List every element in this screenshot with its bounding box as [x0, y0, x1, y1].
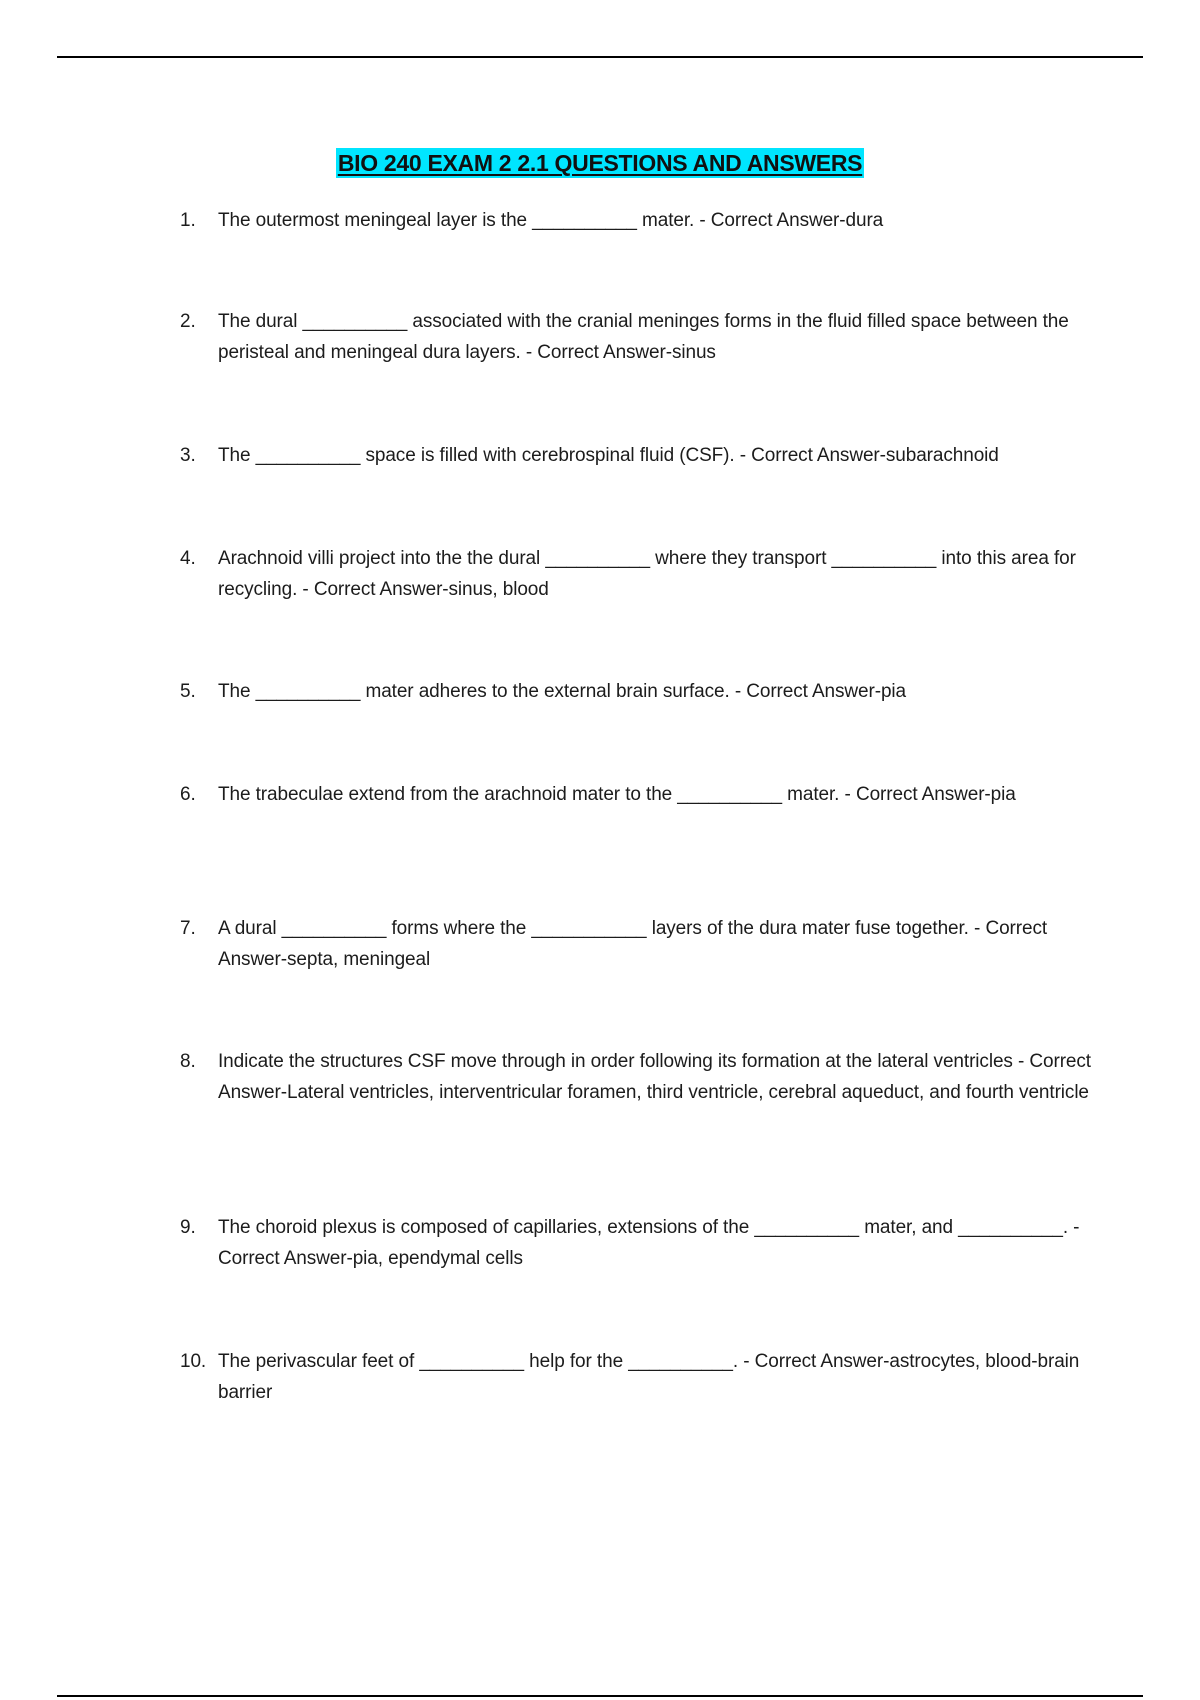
question-number: 5. [180, 681, 196, 702]
question-text: Indicate the structures CSF move through in order following its formation at the lateral ventricles - Correct Answer-Lateral ventricles, interventricular foramen, third ventricle, cerebral aqueduct, and fourth ventricle [218, 1051, 1091, 1103]
question-text: The __________ space is filled with cerebrospinal fluid (CSF). - Correct Answer-subarachnoid [218, 445, 999, 466]
question-item-4 [180, 543, 1100, 605]
question-number: 10. [180, 1351, 207, 1372]
question-text: The perivascular feet of __________ help for the __________. - Correct Answer-astrocytes, blood-brain barrier [218, 1351, 1080, 1403]
question-number: 9. [180, 1217, 196, 1238]
document-title: BIO 240 EXAM 2 2.1 QUESTIONS AND ANSWERS [337, 150, 863, 176]
question-number: 6. [180, 784, 196, 805]
top-horizontal-rule [57, 56, 1143, 58]
question-item-8 [180, 1046, 1100, 1108]
question-item-1 [180, 205, 1100, 236]
question-text: The __________ mater adheres to the external brain surface. - Correct Answer-pia [218, 681, 906, 702]
question-item-10 [180, 1346, 1100, 1408]
question-item-2 [180, 306, 1100, 368]
question-text: The outermost meningeal layer is the __________ mater. - Correct Answer-dura [218, 210, 884, 231]
question-item-7 [180, 913, 1100, 975]
bottom-horizontal-rule [57, 1695, 1143, 1697]
question-number: 4. [180, 548, 196, 569]
question-item-6 [180, 779, 1100, 810]
question-text: The trabeculae extend from the arachnoid mater to the __________ mater. - Correct Answer-pia [218, 784, 1016, 805]
question-text: The choroid plexus is composed of capillaries, extensions of the __________ mater, and __________. - Correct Answer-pia, ependymal cells [218, 1217, 1080, 1269]
title-container [0, 148, 1200, 178]
question-number: 2. [180, 311, 196, 332]
question-number: 8. [180, 1051, 196, 1072]
question-text: Arachnoid villi project into the the dural __________ where they transport __________ into this area for recycling. - Correct Answer-sinus, blood [218, 548, 1076, 600]
question-item-3 [180, 440, 1100, 471]
question-number: 3. [180, 445, 196, 466]
question-item-9 [180, 1212, 1100, 1274]
question-text: A dural __________ forms where the ___________ layers of the dura mater fuse together. - Correct Answer-septa, meningeal [218, 918, 1048, 970]
question-number: 1. [180, 210, 196, 231]
question-number: 7. [180, 918, 196, 939]
question-item-5 [180, 676, 1100, 707]
question-text: The dural __________ associated with the cranial meninges forms in the fluid filled space between the peristeal and meningeal dura layers. - Correct Answer-sinus [218, 311, 1069, 363]
